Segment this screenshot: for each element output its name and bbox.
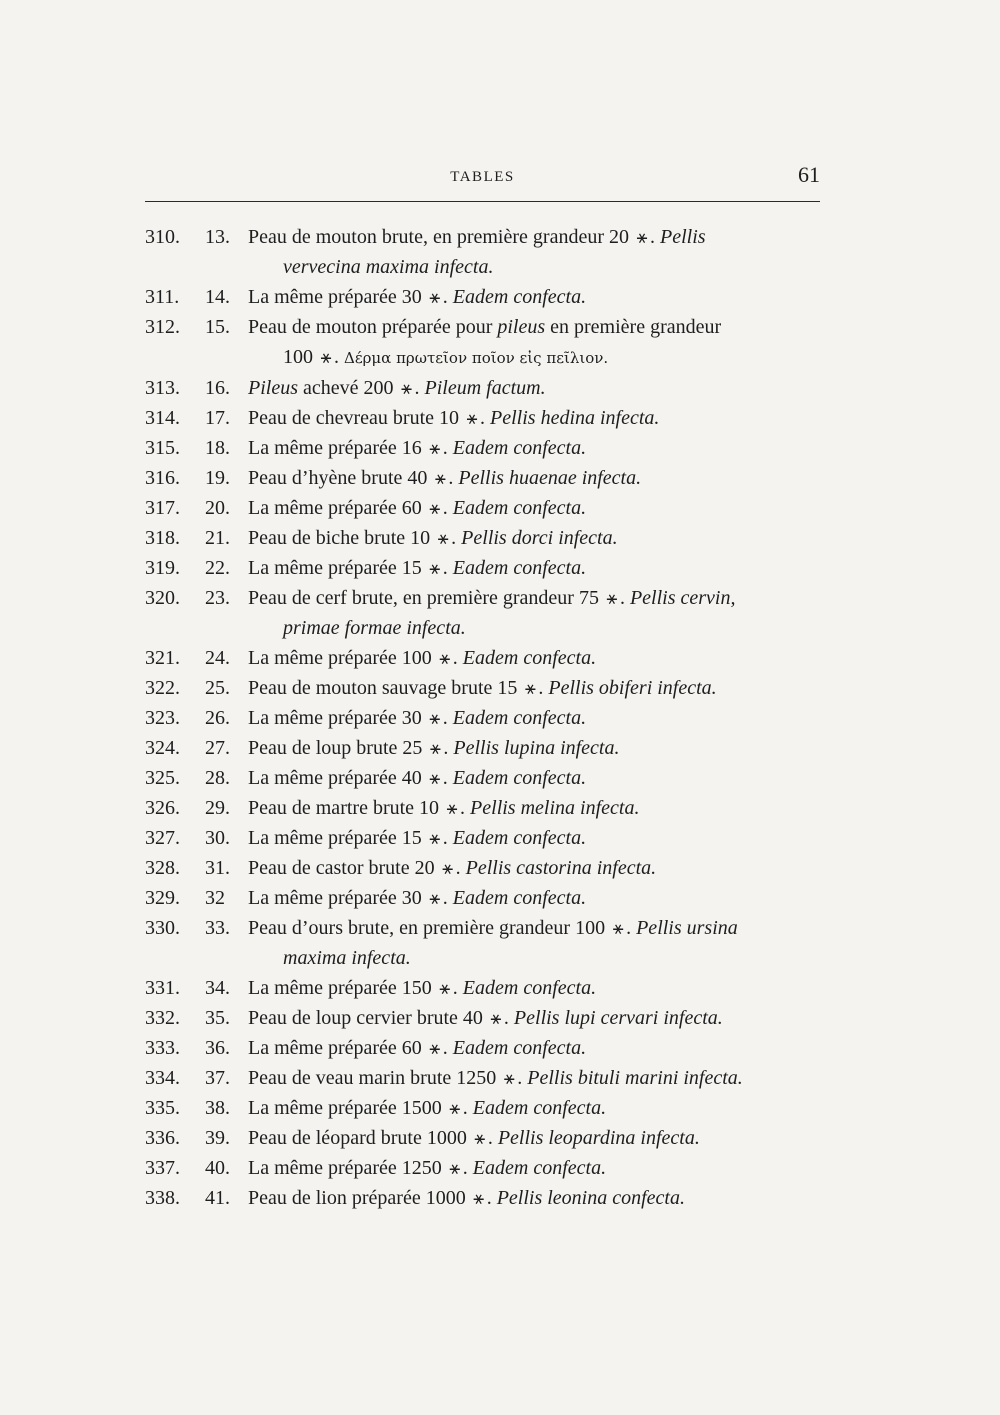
entry-item-number: 26. bbox=[205, 707, 230, 729]
entry-item-number: 40. bbox=[205, 1157, 230, 1179]
entry-latin: Eadem confecta. bbox=[452, 437, 587, 459]
entry-latin: Pellis dorci infecta. bbox=[461, 527, 618, 549]
denarius-symbol-icon: ⚹ bbox=[503, 1068, 515, 1088]
entry-table-number: 315. bbox=[145, 437, 180, 459]
entry-text: Peau de léopard brute 1000 bbox=[248, 1127, 467, 1149]
entry: 315. 18. La même préparée 16 ⚹ . Eadem confecta. bbox=[145, 433, 825, 463]
entry-item-number: 27. bbox=[205, 737, 230, 759]
entry: 329. 32 La même préparée 30 ⚹ . Eadem confecta. bbox=[145, 883, 825, 913]
entry-table-number: 327. bbox=[145, 827, 180, 849]
entry-item-number: 37. bbox=[205, 1067, 230, 1089]
entry-latin: Eadem confecta. bbox=[462, 647, 597, 669]
entry-item-number: 18. bbox=[205, 437, 230, 459]
entry-text: La même préparée 1250 bbox=[248, 1157, 442, 1179]
denarius-symbol-icon: ⚹ bbox=[636, 227, 648, 247]
entry-text-italic: Pileus bbox=[248, 377, 298, 399]
entry-table-number: 330. bbox=[145, 917, 180, 939]
entry-item-number: 33. bbox=[205, 917, 230, 939]
denarius-symbol-icon: ⚹ bbox=[466, 408, 478, 428]
entry-text: La même préparée 15 bbox=[248, 827, 422, 849]
entry-table-number: 318. bbox=[145, 527, 180, 549]
denarius-symbol-icon: ⚹ bbox=[401, 378, 412, 398]
denarius-symbol-icon: ⚹ bbox=[474, 1128, 486, 1148]
entry-item-number: 35. bbox=[205, 1007, 230, 1029]
denarius-symbol-icon: ⚹ bbox=[490, 1008, 502, 1028]
denarius-symbol-icon: ⚹ bbox=[606, 588, 618, 608]
entry: 320. 23. Peau de cerf brute, en première grandeur 75 ⚹ . Pellis cervin, primae formae infecta. bbox=[145, 583, 825, 643]
entry-item-number: 29. bbox=[205, 797, 230, 819]
entry-item-number: 23. bbox=[205, 587, 230, 609]
entry-item-number: 25. bbox=[205, 677, 230, 699]
entry-text: Peau de mouton sauvage brute 15 bbox=[248, 677, 518, 699]
entry-table-number: 338. bbox=[145, 1187, 180, 1209]
denarius-symbol-icon: ⚹ bbox=[429, 768, 441, 788]
entry-text: La même préparée 1500 bbox=[248, 1097, 442, 1119]
entry-text: Peau de mouton préparée pour bbox=[248, 316, 493, 338]
denarius-symbol-icon: ⚹ bbox=[442, 858, 454, 878]
entry-table-number: 322. bbox=[145, 677, 180, 699]
denarius-symbol-icon: ⚹ bbox=[612, 918, 624, 938]
entry: 318. 21. Peau de biche brute 10 ⚹ . Pellis dorci infecta. bbox=[145, 523, 825, 553]
header-rule bbox=[145, 201, 820, 202]
entry-latin: Pellis castorina infecta. bbox=[465, 857, 657, 879]
entry-item-number: 31. bbox=[205, 857, 230, 879]
running-head bbox=[145, 160, 820, 196]
entry-table-number: 325. bbox=[145, 767, 180, 789]
entry-table-number: 337. bbox=[145, 1157, 180, 1179]
entry-table-number: 314. bbox=[145, 407, 180, 429]
entry-table-number: 316. bbox=[145, 467, 180, 489]
entry-latin: Eadem confecta. bbox=[452, 827, 587, 849]
entry-text: achevé 200 bbox=[303, 377, 394, 399]
entry-table-number: 310. bbox=[145, 226, 180, 248]
entry-price: 100 bbox=[283, 346, 313, 368]
entry-latin: Eadem confecta. bbox=[452, 497, 587, 519]
denarius-symbol-icon: ⚹ bbox=[320, 347, 332, 367]
entry-table-number: 312. bbox=[145, 316, 180, 338]
entry-table-number: 313. bbox=[145, 377, 180, 399]
page-number: 61 bbox=[798, 162, 820, 187]
entry-item-number: 17. bbox=[205, 407, 230, 429]
denarius-symbol-icon: ⚹ bbox=[429, 828, 441, 848]
entry-latin: Pellis leopardina infecta. bbox=[497, 1127, 700, 1149]
entry-item-number: 19. bbox=[205, 467, 230, 489]
entry-item-number: 15. bbox=[205, 316, 230, 338]
entry-text: La même préparée 15 bbox=[248, 557, 422, 579]
entry: 312. 15. Peau de mouton préparée pour pileus en première grandeur 100 ⚹ . Δέρμα πρωτεῖον ποῖον εἰς πεῖλιον. bbox=[145, 312, 825, 373]
entry-latin: Pellis huaenae infecta. bbox=[458, 467, 642, 489]
entry-latin: Eadem confecta. bbox=[452, 286, 587, 308]
entry-greek: Δέρμα πρωτεῖον ποῖον εἰς πεῖλιον. bbox=[344, 349, 609, 367]
entry-text: Peau de cerf brute, en première grandeur 75 bbox=[248, 587, 599, 609]
entry-table-number: 323. bbox=[145, 707, 180, 729]
entry-text-italic: pileus bbox=[497, 316, 546, 338]
entry-text: Peau de mouton brute, en première grandeur 20 bbox=[248, 226, 629, 248]
entry-text: Peau de chevreau brute 10 bbox=[248, 407, 460, 429]
entry-text: La même préparée 40 bbox=[248, 767, 422, 789]
entry-latin: Pellis bbox=[659, 226, 706, 248]
entry-text: La même préparée 30 bbox=[248, 707, 422, 729]
entry-item-number: 32 bbox=[205, 887, 225, 909]
entry-table-number: 333. bbox=[145, 1037, 180, 1059]
entry-text: Peau d’hyène brute 40 bbox=[248, 467, 428, 489]
entry-text: Peau de veau marin brute 1250 bbox=[248, 1067, 497, 1089]
entry-latin: Eadem confecta. bbox=[452, 1037, 587, 1059]
entry: 331. 34. La même préparée 150 ⚹ . Eadem confecta. bbox=[145, 973, 825, 1003]
entry-latin: Pellis hedina infecta. bbox=[490, 407, 660, 429]
entry-item-number: 30. bbox=[205, 827, 230, 849]
entry-table-number: 336. bbox=[145, 1127, 180, 1149]
entry-latin: Pileum factum. bbox=[424, 377, 546, 399]
entry: 311. 14. La même préparée 30 ⚹ . Eadem confecta. bbox=[145, 282, 825, 312]
entry-text: La même préparée 150 bbox=[248, 977, 432, 999]
entry-text: La même préparée 30 bbox=[248, 286, 422, 308]
entry: 334. 37. Peau de veau marin brute 1250 ⚹ . Pellis bituli marini infecta. bbox=[145, 1063, 825, 1093]
entry-item-number: 20. bbox=[205, 497, 230, 519]
entry: 332. 35. Peau de loup cervier brute 40 ⚹ . Pellis lupi cervari infecta. bbox=[145, 1003, 825, 1033]
entry-latin: Eadem confecta. bbox=[452, 887, 587, 909]
entry-latin: Pellis lupina infecta. bbox=[453, 737, 620, 759]
entry-text: La même préparée 30 bbox=[248, 887, 422, 909]
denarius-symbol-icon: ⚹ bbox=[439, 978, 451, 998]
entry-text: La même préparée 16 bbox=[248, 437, 422, 459]
entry-table-number: 319. bbox=[145, 557, 180, 579]
entry-latin: Pellis leonina confecta. bbox=[496, 1187, 685, 1209]
entry-latin: Eadem confecta. bbox=[452, 557, 587, 579]
entry-item-number: 14. bbox=[205, 286, 230, 308]
entry-table-number: 331. bbox=[145, 977, 180, 999]
entry: 337. 40. La même préparée 1250 ⚹ . Eadem confecta. bbox=[145, 1153, 825, 1183]
entry: 310. 13. Peau de mouton brute, en première grandeur 20 ⚹ . Pellis vervecina maxima infecta. bbox=[145, 222, 825, 282]
denarius-symbol-icon: ⚹ bbox=[429, 438, 441, 458]
entry-latin-continued: vervecina maxima infecta. bbox=[283, 256, 494, 278]
entry-latin: Pellis ursina bbox=[636, 917, 738, 939]
entry-item-number: 16. bbox=[205, 377, 230, 399]
entry-latin: Pellis cervin, bbox=[629, 587, 736, 609]
entry-item-number: 24. bbox=[205, 647, 230, 669]
entry-text: Peau de castor brute 20 bbox=[248, 857, 435, 879]
denarius-symbol-icon: ⚹ bbox=[446, 798, 458, 818]
entry-table-number: 320. bbox=[145, 587, 180, 609]
entry: 319. 22. La même préparée 15 ⚹ . Eadem confecta. bbox=[145, 553, 825, 583]
entry-item-number: 13. bbox=[205, 226, 230, 248]
entry-table-number: 329. bbox=[145, 887, 180, 909]
entry-text: La même préparée 60 bbox=[248, 497, 422, 519]
entry-text: Peau de loup brute 25 bbox=[248, 737, 423, 759]
entry-item-number: 41. bbox=[205, 1187, 230, 1209]
entry-table-number: 328. bbox=[145, 857, 180, 879]
entry: 323. 26. La même préparée 30 ⚹ . Eadem confecta. bbox=[145, 703, 825, 733]
entry: 328. 31. Peau de castor brute 20 ⚹ . Pellis castorina infecta. bbox=[145, 853, 825, 883]
entry: 321. 24. La même préparée 100 ⚹ . Eadem confecta. bbox=[145, 643, 825, 673]
entry: 313. 16. Pileus achevé 200 ⚹ . Pileum factum. bbox=[145, 373, 825, 403]
denarius-symbol-icon: ⚹ bbox=[434, 468, 446, 488]
entry-item-number: 21. bbox=[205, 527, 230, 549]
entry: 324. 27. Peau de loup brute 25 ⚹ . Pellis lupina infecta. bbox=[145, 733, 825, 763]
entry-table-number: 332. bbox=[145, 1007, 180, 1029]
denarius-symbol-icon: ⚹ bbox=[429, 1038, 441, 1058]
entry-latin: Pellis bituli marini infecta. bbox=[527, 1067, 743, 1089]
denarius-symbol-icon: ⚹ bbox=[429, 888, 441, 908]
entry-table-number: 334. bbox=[145, 1067, 180, 1089]
entry: 322. 25. Peau de mouton sauvage brute 15 ⚹ . Pellis obiferi infecta. bbox=[145, 673, 825, 703]
entry-text: La même préparée 60 bbox=[248, 1037, 422, 1059]
entry: 316. 19. Peau d’hyène brute 40 ⚹ . Pellis huaenae infecta. bbox=[145, 463, 825, 493]
entry-item-number: 22. bbox=[205, 557, 230, 579]
entry: 330. 33. Peau d’ours brute, en première grandeur 100 ⚹ . Pellis ursina maxima infecta. bbox=[145, 913, 825, 973]
entry-item-number: 38. bbox=[205, 1097, 230, 1119]
entry: 338. 41. Peau de lion préparée 1000 ⚹ . Pellis leonina confecta. bbox=[145, 1183, 825, 1213]
entry: 327. 30. La même préparée 15 ⚹ . Eadem confecta. bbox=[145, 823, 825, 853]
entry-table-number: 317. bbox=[145, 497, 180, 519]
denarius-symbol-icon: ⚹ bbox=[429, 558, 441, 578]
denarius-symbol-icon: ⚹ bbox=[430, 738, 441, 758]
denarius-symbol-icon: ⚹ bbox=[449, 1098, 461, 1118]
entry-table-number: 326. bbox=[145, 797, 180, 819]
entry-latin: Eadem confecta. bbox=[472, 1097, 607, 1119]
entry-text: Peau de biche brute 10 bbox=[248, 527, 431, 549]
entry-table-number: 311. bbox=[145, 286, 180, 308]
entry-latin: Eadem confecta. bbox=[472, 1157, 607, 1179]
entry-latin-continued: maxima infecta. bbox=[283, 947, 411, 969]
denarius-symbol-icon: ⚹ bbox=[429, 708, 441, 728]
entry-latin: Pellis lupi cervari infecta. bbox=[513, 1007, 723, 1029]
entry: 335. 38. La même préparée 1500 ⚹ . Eadem confecta. bbox=[145, 1093, 825, 1123]
entry-latin: Eadem confecta. bbox=[452, 767, 587, 789]
entry-item-number: 28. bbox=[205, 767, 230, 789]
entry: 333. 36. La même préparée 60 ⚹ . Eadem confecta. bbox=[145, 1033, 825, 1063]
denarius-symbol-icon: ⚹ bbox=[437, 528, 449, 548]
entry-table-number: 321. bbox=[145, 647, 180, 669]
entry-latin: Eadem confecta. bbox=[462, 977, 597, 999]
entry-text: Peau de loup cervier brute 40 bbox=[248, 1007, 483, 1029]
entry-table-number: 335. bbox=[145, 1097, 180, 1119]
entry-text: La même préparée 100 bbox=[248, 647, 432, 669]
entry-latin-continued: primae formae infecta. bbox=[283, 617, 466, 639]
entry-latin: Pellis obiferi infecta. bbox=[548, 677, 717, 699]
entry-latin: Eadem confecta. bbox=[452, 707, 587, 729]
entry-item-number: 36. bbox=[205, 1037, 230, 1059]
entry-item-number: 34. bbox=[205, 977, 230, 999]
entry-text-continued: en première grandeur bbox=[550, 316, 722, 338]
denarius-symbol-icon: ⚹ bbox=[429, 287, 441, 307]
running-title: TABLES bbox=[450, 169, 515, 185]
entry-item-number: 39. bbox=[205, 1127, 230, 1149]
entry: 314. 17. Peau de chevreau brute 10 ⚹ . Pellis hedina infecta. bbox=[145, 403, 825, 433]
denarius-symbol-icon: ⚹ bbox=[439, 648, 451, 668]
entry-text: Peau de martre brute 10 bbox=[248, 797, 440, 819]
entry-list bbox=[145, 222, 825, 1213]
entry-latin: Pellis melina infecta. bbox=[470, 797, 640, 819]
denarius-symbol-icon: ⚹ bbox=[524, 678, 536, 698]
entry-text: Peau de lion préparée 1000 bbox=[248, 1187, 466, 1209]
denarius-symbol-icon: ⚹ bbox=[449, 1158, 461, 1178]
entry: 326. 29. Peau de martre brute 10 ⚹ . Pellis melina infecta. bbox=[145, 793, 825, 823]
denarius-symbol-icon: ⚹ bbox=[429, 498, 441, 518]
entry-table-number: 324. bbox=[145, 737, 180, 759]
denarius-symbol-icon: ⚹ bbox=[473, 1188, 485, 1208]
entry: 336. 39. Peau de léopard brute 1000 ⚹ . Pellis leopardina infecta. bbox=[145, 1123, 825, 1153]
entry-text: Peau d’ours brute, en première grandeur 100 bbox=[248, 917, 606, 939]
entry: 317. 20. La même préparée 60 ⚹ . Eadem confecta. bbox=[145, 493, 825, 523]
entry: 325. 28. La même préparée 40 ⚹ . Eadem confecta. bbox=[145, 763, 825, 793]
